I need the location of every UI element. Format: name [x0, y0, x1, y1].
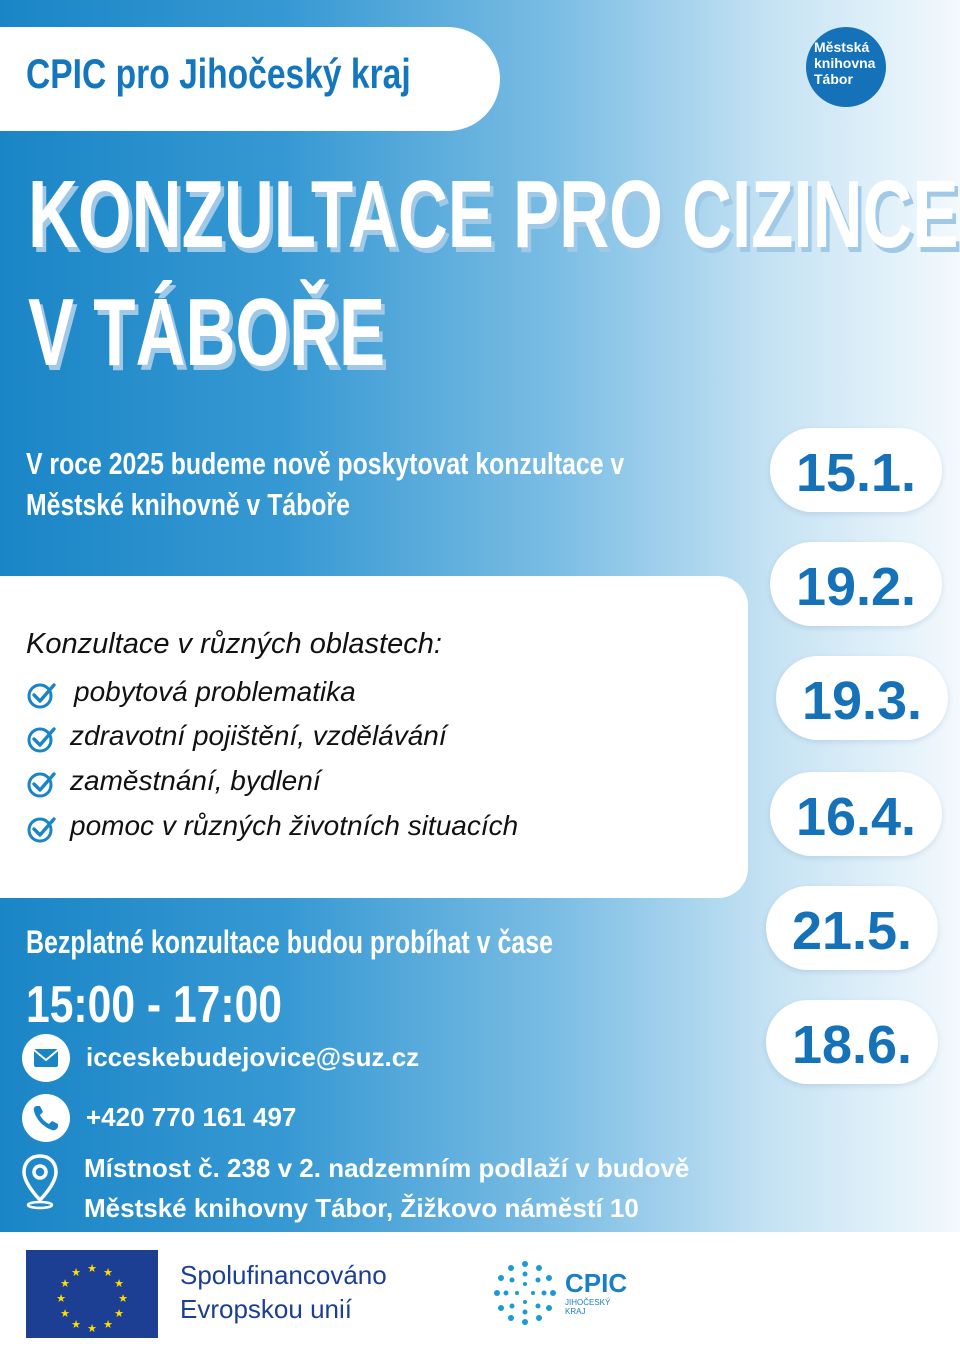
topic-label: pobytová problematika: [74, 676, 356, 707]
library-logo-line: knihovna: [814, 55, 876, 71]
schedule-note: Bezplatné konzultace budou probíhat v čase: [26, 924, 554, 960]
footer: [0, 1232, 960, 1358]
date-label: 19.3.: [801, 671, 923, 731]
library-logo-line: Městská: [814, 39, 870, 55]
eu-text-line-2: Evropskou unií: [180, 1294, 352, 1324]
phone-icon: [22, 1094, 70, 1142]
envelope-icon: [22, 1034, 70, 1082]
contact-address-line-2: Městské knihovny Tábor, Žižkovo náměstí 10: [84, 1193, 639, 1223]
page-title-line-1: KONZULTACE PRO CIZINCE: [28, 161, 959, 268]
cpic-sub-line: KRAJ: [565, 1307, 586, 1316]
check-circle-icon: [26, 723, 58, 755]
cpic-dots-logo-icon: [492, 1260, 558, 1326]
date-label: 18.6.: [791, 1015, 913, 1075]
eu-cofunding-text: [180, 1258, 387, 1326]
eu-flag-icon: [26, 1250, 158, 1338]
intro-line-1: V roce 2025 budeme nově poskytovat konzultace v: [26, 446, 625, 481]
svg-text:★: ★: [71, 1318, 81, 1331]
date-pill: [770, 772, 942, 856]
header-tag: CPIC pro Jihočeský kraj: [26, 50, 411, 97]
date-label: 15.1.: [795, 443, 917, 503]
svg-text:★: ★: [103, 1266, 113, 1279]
date-pill: [770, 428, 942, 512]
svg-text:★: ★: [103, 1318, 113, 1331]
cpic-sub-line: JIHOČESKÝ: [565, 1298, 611, 1307]
date-label: 16.4.: [795, 787, 917, 847]
date-pill: [766, 1000, 938, 1084]
date-pill: [766, 886, 938, 970]
cpic-logo-name: CPIC: [565, 1268, 628, 1298]
svg-text:★: ★: [60, 1277, 70, 1290]
svg-text:★: ★: [87, 1322, 97, 1335]
library-logo-line: Tábor: [814, 71, 853, 87]
eu-text-line-1: Spolufinancováno: [180, 1260, 387, 1290]
location-pin-icon: [20, 1152, 60, 1212]
topics-heading: Konzultace v různých oblastech:: [26, 628, 442, 660]
svg-text:★: ★: [114, 1307, 124, 1320]
date-pill: [770, 542, 942, 626]
contact-email[interactable]: icceskebudejovice@suz.cz: [86, 1042, 420, 1072]
check-circle-icon: [26, 679, 58, 711]
library-logo: [806, 27, 886, 107]
topic-label: pomoc v různých životních situacích: [70, 810, 519, 841]
svg-text:★: ★: [87, 1262, 97, 1275]
check-circle-icon: [26, 813, 58, 845]
date-label: 21.5.: [791, 901, 913, 961]
svg-text:★: ★: [60, 1307, 70, 1320]
date-label: 19.2.: [795, 557, 917, 617]
intro-line-2: Městské knihovně v Táboře: [26, 487, 350, 522]
schedule-time: 15:00 - 17:00: [26, 976, 283, 1034]
svg-text:★: ★: [118, 1292, 128, 1305]
svg-text:★: ★: [114, 1277, 124, 1290]
cpic-logo-subtitle: [565, 1298, 610, 1316]
topic-label: zaměstnání, bydlení: [70, 765, 321, 796]
check-circle-icon: [26, 768, 58, 800]
svg-text:★: ★: [56, 1292, 66, 1305]
svg-text:★: ★: [71, 1266, 81, 1279]
contact-phone[interactable]: +420 770 161 497: [86, 1102, 297, 1132]
contact-address-line-1: Místnost č. 238 v 2. nadzemním podlaží v budově: [84, 1153, 690, 1183]
topic-label: zdravotní pojištění, vzdělávání: [70, 720, 447, 751]
date-pill: [776, 656, 948, 740]
page-title-line-2: V TÁBOŘE: [28, 279, 386, 386]
